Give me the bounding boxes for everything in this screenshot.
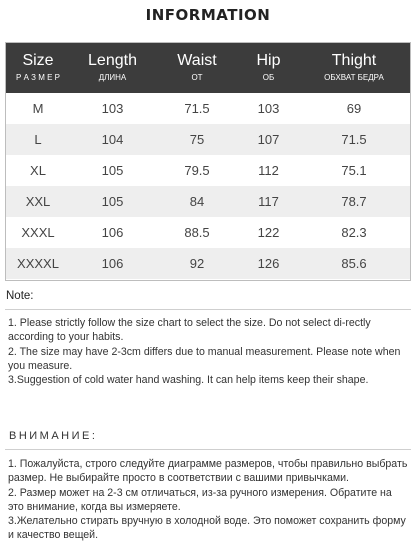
header-sublabel: ОТ: [191, 73, 203, 82]
cell-waist: 92: [189, 256, 205, 271]
note-item: 2. The size may have 2-3cm differs due to manual measurement. Please note when you measure.: [8, 345, 401, 372]
cell-thight: 82.3: [341, 225, 367, 240]
cell-length: 103: [101, 101, 124, 116]
cell-size: M: [32, 101, 44, 116]
cell-size: XXXL: [21, 225, 55, 240]
table-row: [6, 186, 410, 217]
cell-length: 104: [101, 132, 124, 147]
cell-waist: 79.5: [184, 163, 210, 178]
cell-waist: 71.5: [184, 101, 210, 116]
ru-note-item: 3.Желательно стирать вручную в холодной воде. Это поможет сохранить форму и качество вещей.: [8, 515, 406, 542]
header-label: Thight: [331, 52, 377, 69]
note-list: [8, 316, 408, 387]
header-label: Length: [88, 52, 137, 69]
note-heading: Note:: [6, 290, 34, 302]
cell-hip: 103: [257, 101, 280, 116]
ru-note-item: 1. Пожалуйста, строго следуйте диаграмме размеров, чтобы правильно выбрать размер. Не выбирайте просто в соответствии с вашими привычками.: [8, 458, 408, 485]
header-label: Waist: [177, 52, 217, 69]
cell-thight: 71.5: [341, 132, 367, 147]
ru-note-list: [8, 457, 408, 543]
cell-size: XXXXL: [17, 256, 59, 271]
cell-length: 106: [101, 225, 124, 240]
header-sublabel: Р А З М Е Р: [16, 73, 60, 82]
header-size: [6, 43, 70, 93]
cell-length: 106: [101, 256, 124, 271]
header-label: Size: [22, 52, 54, 69]
header-sublabel: ОБХВАТ БЕДРА: [324, 73, 384, 82]
cell-size: L: [34, 132, 42, 147]
cell-thight: 85.6: [341, 256, 367, 271]
header-hip: [239, 43, 298, 93]
cell-hip: 126: [257, 256, 280, 271]
cell-waist: 84: [189, 194, 205, 209]
page-title: INFORMATION: [145, 6, 271, 24]
ru-note-heading: ВНИМАНИЕ:: [9, 430, 98, 442]
header-sublabel: ОБ: [262, 73, 275, 82]
header-sublabel: ДЛИНА: [98, 73, 127, 82]
table-header: [6, 43, 410, 93]
cell-waist: 75: [189, 132, 205, 147]
note-item: 1. Please strictly follow the size chart to select the size. Do not select di-rectly according to your habits.: [8, 317, 371, 344]
table-row: [6, 155, 410, 186]
table-row: [6, 217, 410, 248]
ru-note-item: 2. Размер может на 2-3 см отличаться, из-за ручного измерения. Обратите на это внимание, когда вы измеряете.: [8, 486, 392, 513]
header-label: Hip: [256, 52, 281, 69]
cell-size: XXL: [25, 194, 51, 209]
divider: [5, 449, 411, 450]
cell-length: 105: [101, 194, 124, 209]
header-waist: [155, 43, 239, 93]
note-item: 3.Suggestion of cold water hand washing. It can help items keep their shape.: [8, 374, 369, 387]
table-row: [6, 93, 410, 124]
cell-length: 105: [101, 163, 124, 178]
cell-hip: 122: [257, 225, 280, 240]
size-chart-table: [5, 42, 411, 281]
table-row: [6, 248, 410, 279]
header-thight: [298, 43, 410, 93]
header-length: [70, 43, 155, 93]
cell-waist: 88.5: [184, 225, 210, 240]
divider: [5, 309, 411, 310]
cell-thight: 78.7: [341, 194, 367, 209]
cell-hip: 112: [258, 163, 279, 178]
cell-thight: 69: [346, 101, 362, 116]
table-row: [6, 124, 410, 155]
cell-size: XL: [30, 163, 46, 178]
cell-hip: 117: [258, 194, 279, 209]
cell-hip: 107: [257, 132, 280, 147]
cell-thight: 75.1: [341, 163, 367, 178]
